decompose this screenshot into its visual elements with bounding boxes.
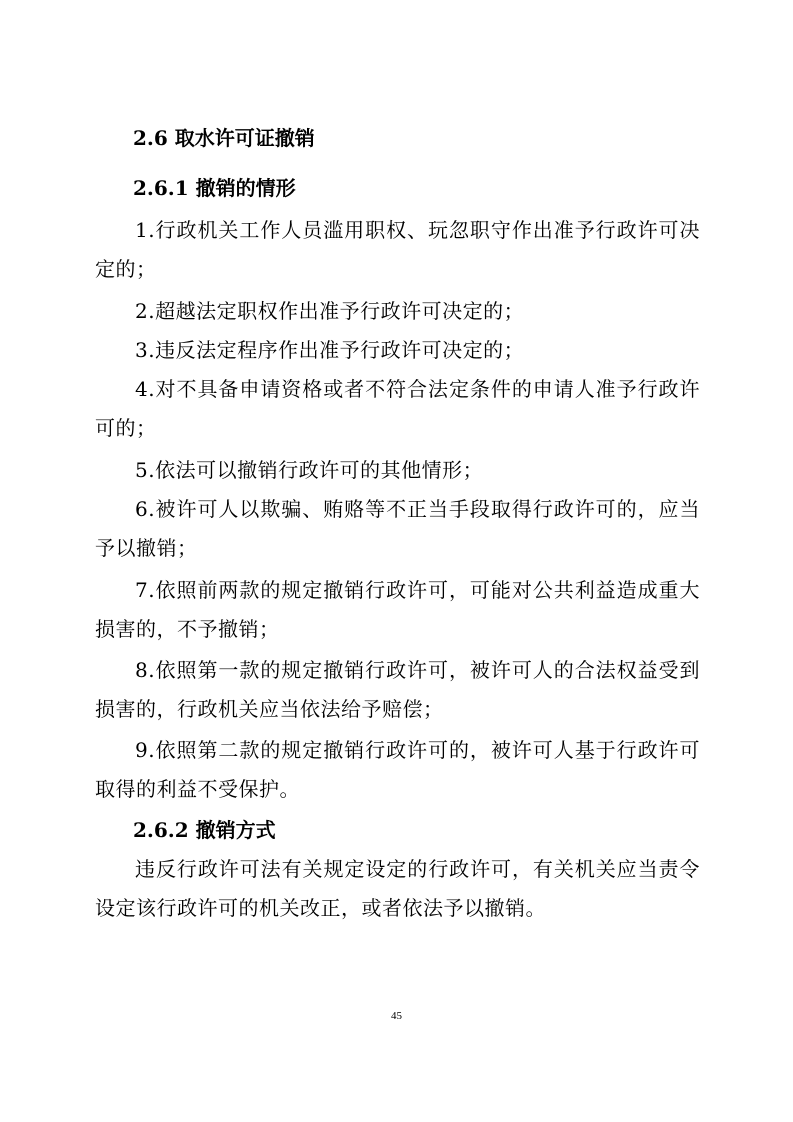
paragraph-item-6: 6.被许可人以欺骗、贿赂等不正当手段取得行政许可的，应当予以撤销； bbox=[95, 497, 700, 560]
paragraph-item-2: 2.超越法定职权作出准予行政许可决定的； bbox=[135, 299, 525, 323]
paragraph-method: 违反行政许可法有关规定设定的行政许可，有关机关应当责令设定该行政许可的机关改正，或者依法予以撤销。 bbox=[95, 857, 700, 920]
paragraph-item-7: 7.依照前两款的规定撤销行政许可，可能对公共利益造成重大损害的，不予撤销； bbox=[95, 578, 700, 641]
paragraph-item-5: 5.依法可以撤销行政许可的其他情形； bbox=[135, 458, 484, 482]
section-heading: 2.6 取水许可证撤销 bbox=[133, 126, 315, 150]
paragraph-item-3: 3.违反法定程序作出准予行政许可决定的； bbox=[135, 338, 525, 362]
paragraph-item-9: 9.依照第二款的规定撤销行政许可的，被许可人基于行政许可取得的利益不受保护。 bbox=[95, 738, 700, 801]
paragraph-item-4: 4.对不具备申请资格或者不符合法定条件的申请人准予行政许可的； bbox=[95, 377, 700, 440]
page-number: 45 bbox=[391, 1010, 402, 1022]
paragraph-item-1: 1.行政机关工作人员滥用职权、玩忽职守作出准予行政许可决定的； bbox=[95, 218, 700, 281]
paragraph-item-8: 8.依照第一款的规定撤销行政许可，被许可人的合法权益受到损害的，行政机关应当依法给予赔偿； bbox=[95, 658, 700, 721]
subsection-heading-situations: 2.6.1 撤销的情形 bbox=[133, 176, 296, 200]
subsection-heading-method: 2.6.2 撤销方式 bbox=[133, 818, 276, 842]
